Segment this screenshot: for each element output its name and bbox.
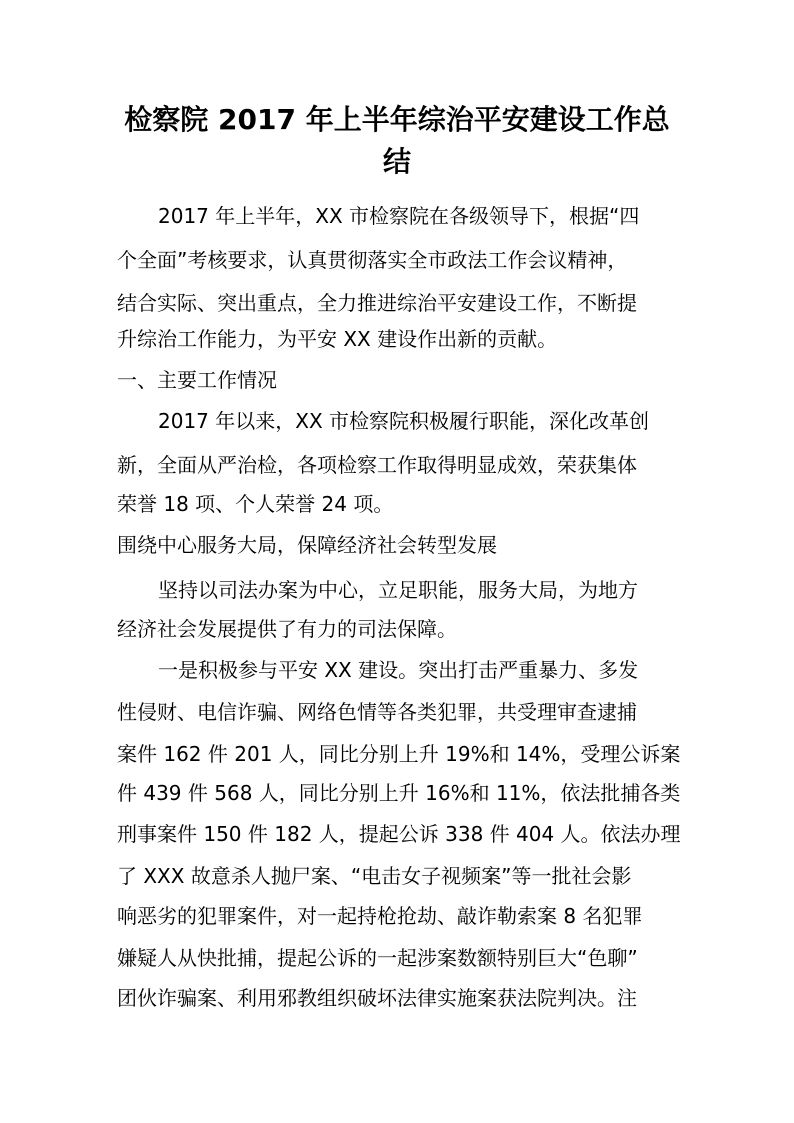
paragraph-line: 性侵财、电信诈骗、网络色情等各类犯罪，共受理审查逮捕 (117, 700, 637, 724)
paragraph-line: 升综治工作能力，为平安 XX 建设作出新的贡献。 (117, 327, 558, 351)
section-heading: 一、主要工作情况 (117, 368, 277, 392)
paragraph-line: 坚持以司法办案为中心，立足职能，服务大局，为地方 (158, 578, 638, 602)
paragraph-line: 新，全面从严治检，各项检察工作取得明显成效，荣获集体 (117, 453, 637, 477)
paragraph-line: 2017 年上半年，XX 市检察院在各级领导下，根据“四 (158, 204, 640, 228)
subsection-heading: 围绕中心服务大局，保障经济社会转型发展 (117, 533, 497, 557)
paragraph-line: 了 XXX 故意杀人抛尸案、“电击女子视频案”等一批社会影 (117, 864, 632, 888)
paragraph-line: 结合实际、突出重点，全力推进综治平安建设工作，不断提 (117, 291, 637, 315)
paragraph-line: 响恶劣的犯罪案件，对一起持枪抢劫、敲诈勒索案 8 名犯罪 (117, 904, 643, 928)
paragraph-line: 嫌疑人从快批捕，提起公诉的一起涉案数额特别巨大“色聊” (117, 946, 638, 970)
paragraph-line: 个全面”考核要求，认真贯彻落实全市政法工作会议精神， (117, 248, 628, 272)
document-title-line-1: 检察院 2017 年上半年综治平安建设工作总 (124, 103, 670, 136)
paragraph-line: 一是积极参与平安 XX 建设。突出打击严重暴力、多发 (158, 658, 639, 682)
paragraph-line: 荣誉 18 项、个人荣誉 24 项。 (117, 492, 394, 516)
paragraph-line: 团伙诈骗案、利用邪教组织破坏法律实施案获法院判决。注 (117, 986, 637, 1010)
paragraph-line: 件 439 件 568 人，同比分别上升 16%和 11%，依法批捕各类 (117, 781, 681, 805)
paragraph-line: 经济社会发展提供了有力的司法保障。 (117, 617, 457, 641)
paragraph-line: 刑事案件 150 件 182 人，提起公诉 338 件 404 人。依法办理 (117, 822, 681, 846)
paragraph-line: 案件 162 件 201 人，同比分别上升 19%和 14%，受理公诉案 (117, 742, 681, 766)
paragraph-line: 2017 年以来，XX 市检察院积极履行职能，深化改革创 (158, 409, 650, 433)
document-title-line-2: 结 (382, 145, 411, 178)
